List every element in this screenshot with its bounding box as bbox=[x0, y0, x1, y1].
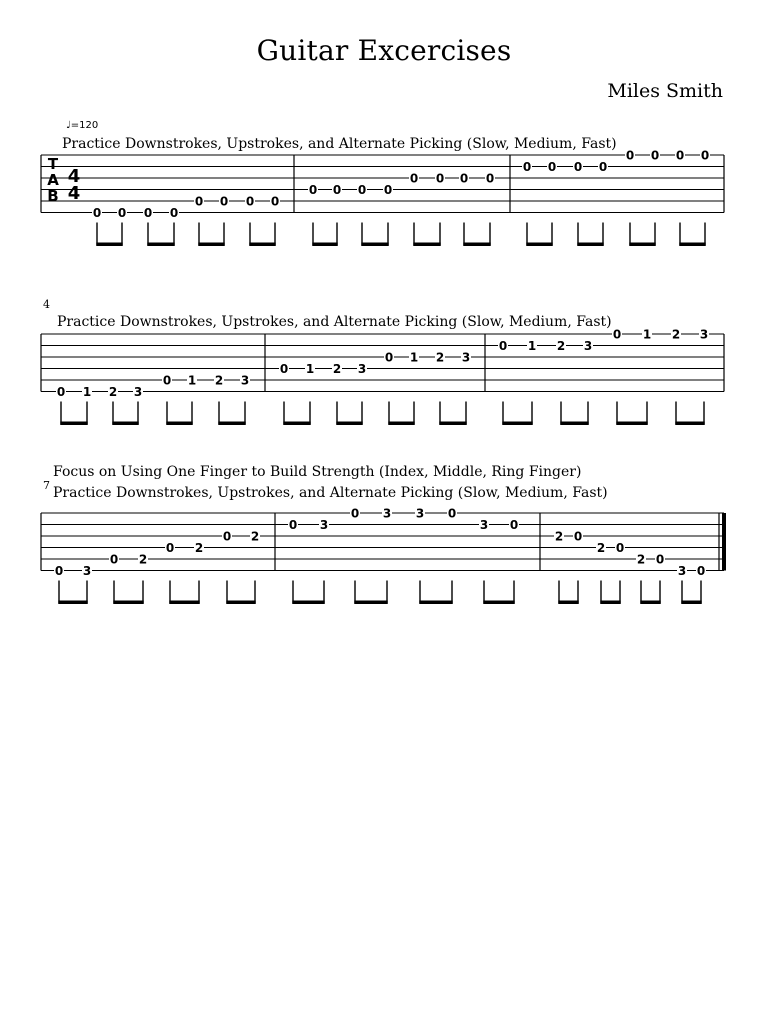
measure-annotation: Practice Downstrokes, Upstrokes, and Alternate Picking (Slow, Medium, Fast) bbox=[53, 485, 608, 501]
fret-number: 2 bbox=[332, 362, 342, 376]
fret-number: 0 bbox=[162, 373, 172, 388]
fret-number: 0 bbox=[696, 564, 706, 578]
fret-number: 0 bbox=[447, 506, 457, 521]
eighth-beam bbox=[218, 422, 245, 426]
fret-number: 0 bbox=[547, 160, 557, 174]
eighth-beam bbox=[483, 601, 514, 605]
fret-number: 0 bbox=[625, 148, 635, 163]
fret-number: 0 bbox=[409, 171, 419, 186]
eighth-beam bbox=[419, 601, 452, 605]
eighth-beam bbox=[558, 601, 578, 605]
fret-number: 0 bbox=[498, 339, 508, 353]
fret-number: 1 bbox=[305, 362, 315, 376]
fret-number: 0 bbox=[598, 160, 608, 174]
fret-number: 1 bbox=[527, 339, 537, 353]
eighth-beam bbox=[112, 422, 138, 426]
fret-number: 3 bbox=[699, 327, 709, 342]
fret-number: 0 bbox=[117, 206, 127, 220]
fret-number: 0 bbox=[485, 171, 495, 186]
fret-number: 0 bbox=[615, 541, 625, 555]
eighth-beam bbox=[283, 422, 310, 426]
fret-number: 1 bbox=[187, 373, 197, 388]
eighth-beam bbox=[96, 243, 122, 247]
measure-annotation: Practice Downstrokes, Upstrokes, and Alternate Picking (Slow, Medium, Fast) bbox=[57, 314, 612, 330]
fret-number: 0 bbox=[459, 171, 469, 186]
eighth-beam bbox=[249, 243, 275, 247]
fret-number: 3 bbox=[382, 506, 392, 521]
fret-number: 0 bbox=[675, 148, 685, 163]
fret-number: 3 bbox=[82, 564, 92, 578]
fret-number: 0 bbox=[700, 148, 710, 163]
fret-number: 2 bbox=[108, 385, 118, 399]
fret-number: 0 bbox=[92, 206, 102, 220]
measure-annotation: Focus on Using One Finger to Build Strength (Index, Middle, Ring Finger) bbox=[53, 464, 582, 480]
fret-number: 0 bbox=[308, 183, 318, 197]
eighth-beam bbox=[413, 243, 440, 247]
fret-number: 0 bbox=[384, 350, 394, 365]
eighth-beam bbox=[198, 243, 224, 247]
eighth-beam bbox=[640, 601, 660, 605]
fret-number: 0 bbox=[612, 327, 622, 342]
tab-clef-letter: B bbox=[47, 187, 59, 205]
fret-number: 2 bbox=[556, 339, 566, 353]
eighth-beam bbox=[60, 422, 87, 426]
score-title: Guitar Excercises bbox=[256, 34, 512, 67]
fret-number: 0 bbox=[165, 541, 175, 555]
eighth-beam bbox=[312, 243, 337, 247]
fret-number: 3 bbox=[240, 373, 250, 388]
eighth-beam bbox=[292, 601, 324, 605]
fret-number: 2 bbox=[250, 529, 260, 544]
fret-number: 3 bbox=[133, 385, 143, 399]
fret-number: 3 bbox=[415, 506, 425, 521]
measure-number: 4 bbox=[43, 298, 50, 311]
fret-number: 0 bbox=[270, 194, 280, 209]
fret-number: 0 bbox=[650, 148, 660, 163]
fret-number: 0 bbox=[169, 206, 179, 220]
eighth-beam bbox=[226, 601, 255, 605]
fret-number: 0 bbox=[245, 194, 255, 209]
eighth-beam bbox=[336, 422, 362, 426]
eighth-beam bbox=[166, 422, 192, 426]
fret-number: 2 bbox=[596, 541, 606, 555]
measure-annotation: Practice Downstrokes, Upstrokes, and Alternate Picking (Slow, Medium, Fast) bbox=[62, 136, 617, 152]
fret-number: 0 bbox=[655, 552, 665, 567]
eighth-beam bbox=[169, 601, 199, 605]
eighth-beam bbox=[577, 243, 603, 247]
fret-number: 0 bbox=[435, 171, 445, 186]
fret-number: 2 bbox=[194, 541, 204, 555]
eighth-beam bbox=[526, 243, 552, 247]
fret-number: 1 bbox=[82, 385, 92, 399]
fret-number: 0 bbox=[109, 552, 119, 567]
fret-number: 3 bbox=[677, 564, 687, 578]
eighth-beam bbox=[388, 422, 414, 426]
fret-number: 0 bbox=[222, 529, 232, 544]
fret-number: 3 bbox=[319, 518, 329, 532]
eighth-beam bbox=[113, 601, 143, 605]
tab-clef-letter: A bbox=[47, 171, 59, 189]
fret-number: 0 bbox=[288, 518, 298, 532]
final-barline-thick bbox=[722, 513, 726, 571]
fret-number: 0 bbox=[350, 506, 360, 521]
measure-number: 7 bbox=[43, 479, 50, 492]
eighth-beam bbox=[681, 601, 701, 605]
fret-number: 1 bbox=[642, 327, 652, 342]
fret-number: 0 bbox=[279, 362, 289, 376]
fret-number: 3 bbox=[357, 362, 367, 376]
fret-number: 0 bbox=[522, 160, 532, 174]
fret-number: 0 bbox=[194, 194, 204, 209]
eighth-beam bbox=[600, 601, 620, 605]
eighth-beam bbox=[679, 243, 705, 247]
composer-name: Miles Smith bbox=[607, 80, 723, 102]
eighth-beam bbox=[147, 243, 174, 247]
fret-number: 0 bbox=[383, 183, 393, 197]
fret-number: 2 bbox=[554, 529, 564, 544]
fret-number: 2 bbox=[214, 373, 224, 388]
fret-number: 2 bbox=[138, 552, 148, 567]
fret-number: 0 bbox=[143, 206, 153, 220]
fret-number: 2 bbox=[636, 552, 646, 567]
eighth-beam bbox=[629, 243, 655, 247]
eighth-beam bbox=[354, 601, 387, 605]
fret-number: 0 bbox=[219, 194, 229, 209]
fret-number: 0 bbox=[332, 183, 342, 197]
fret-number: 0 bbox=[573, 160, 583, 174]
eighth-beam bbox=[58, 601, 87, 605]
fret-number: 0 bbox=[573, 529, 583, 544]
fret-number: 1 bbox=[409, 350, 419, 365]
fret-number: 0 bbox=[509, 518, 519, 532]
fret-number: 0 bbox=[357, 183, 367, 197]
fret-number: 2 bbox=[435, 350, 445, 365]
eighth-beam bbox=[560, 422, 588, 426]
eighth-beam bbox=[463, 243, 490, 247]
time-signature-bottom: 4 bbox=[67, 183, 81, 204]
eighth-beam bbox=[361, 243, 388, 247]
fret-number: 3 bbox=[583, 339, 593, 353]
tempo-marking: ♩=120 bbox=[66, 120, 99, 131]
tab-clef-letter: T bbox=[47, 155, 59, 173]
fret-number: 3 bbox=[461, 350, 471, 365]
eighth-beam bbox=[616, 422, 647, 426]
eighth-beam bbox=[439, 422, 466, 426]
fret-number: 2 bbox=[671, 327, 681, 342]
eighth-beam bbox=[675, 422, 704, 426]
eighth-beam bbox=[502, 422, 532, 426]
time-signature-top: 4 bbox=[67, 166, 81, 187]
fret-number: 3 bbox=[479, 518, 489, 532]
fret-number: 0 bbox=[56, 385, 66, 399]
fret-number: 0 bbox=[54, 564, 64, 578]
